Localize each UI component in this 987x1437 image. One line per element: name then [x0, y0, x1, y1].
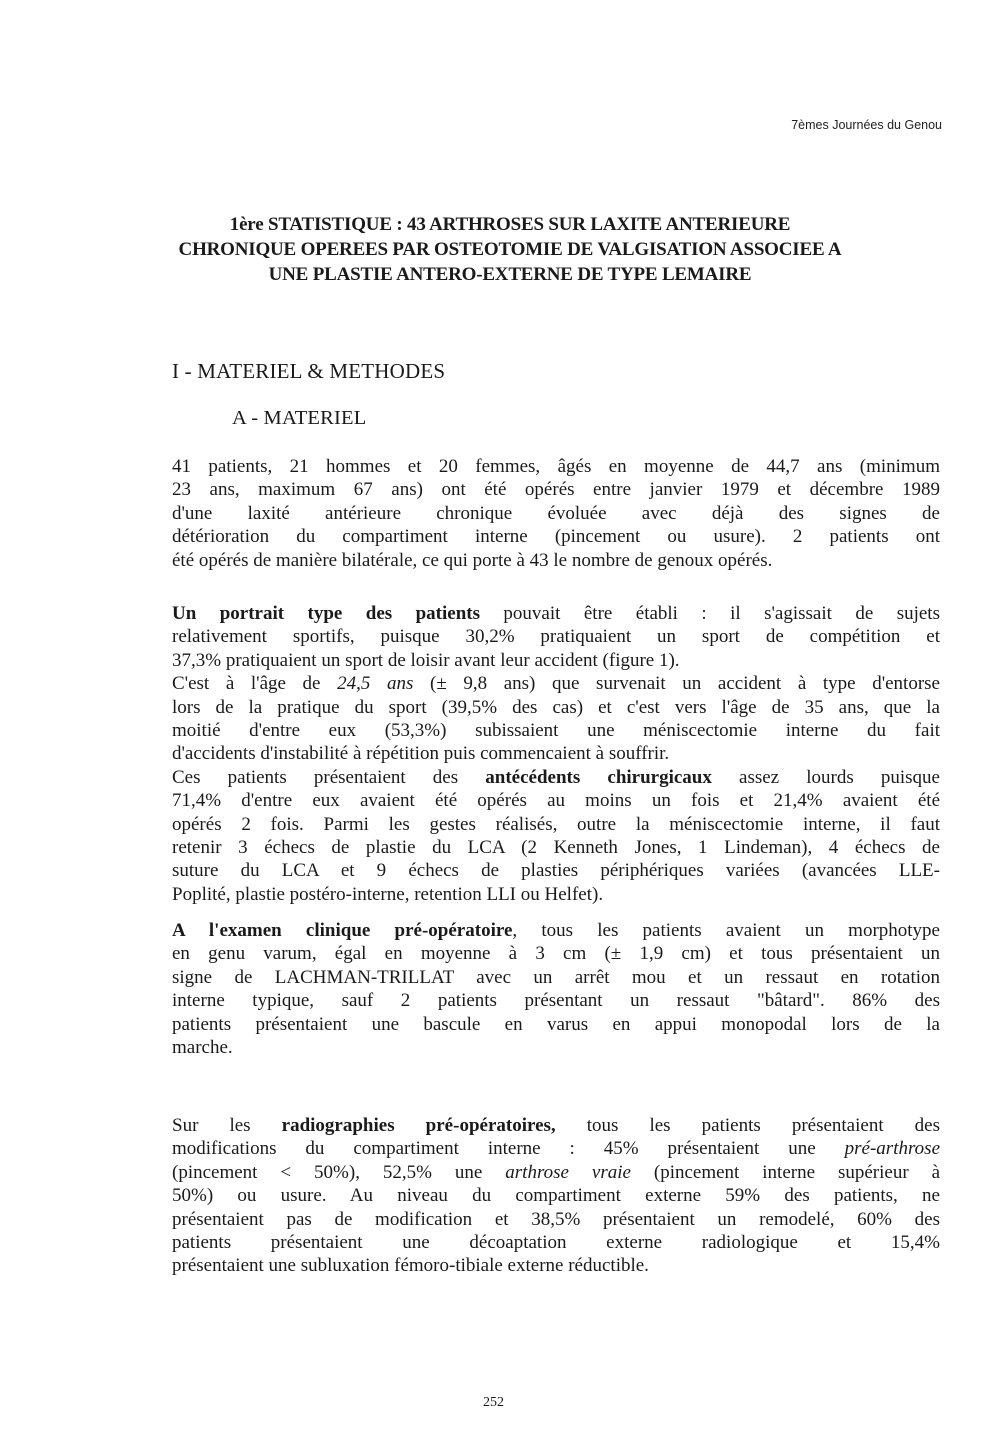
text-line: signe de LACHMAN-TRILLAT avec un arrêt mou et un ressaut en rotation — [172, 966, 940, 988]
text-line: été opérés de manière bilatérale, ce qui porte à 43 le nombre de genoux opérés. — [172, 549, 773, 571]
text-run: modifications du compartiment interne : 45% présentaient une — [172, 1138, 845, 1160]
text-line: patients présentaient une bascule en varus en appui monopodal lors de la — [172, 1013, 940, 1035]
title-line: UNE PLASTIE ANTERO-EXTERNE DE TYPE LEMAIRE — [268, 264, 752, 285]
text-line: lors de la pratique du sport (39,5% des cas) et c'est vers l'âge de 35 ans, que la — [172, 696, 940, 718]
text-run: Ces patients présentaient des — [172, 766, 486, 788]
section-heading: I - MATERIEL & METHODES — [172, 359, 446, 383]
text-run: pouvait être établi : il s'agissait de sujets — [480, 603, 940, 624]
text-run: assez lourds puisque — [711, 766, 940, 788]
text-line: relativement sportifs, puisque 30,2% pratiquaient un sport de compétition et — [172, 626, 940, 648]
text-line — [172, 1137, 940, 1160]
text-run: C'est à l'âge de — [172, 673, 338, 695]
text-run: (± 9,8 ans) que survenait un accident à type d'entorse — [413, 673, 940, 695]
text-line: interne typique, sauf 2 patients présentant un ressaut "bâtard". 86% des — [172, 990, 940, 1012]
bold-phrase: antécédents chirurgicaux — [485, 766, 712, 788]
text-run: Sur les — [172, 1115, 282, 1136]
italic-phrase: pré-arthrose — [844, 1138, 940, 1160]
text-line: d'une laxité antérieure chronique évoluée avec déjà des signes de — [172, 502, 940, 524]
text-line: 37,3% pratiquaient un sport de loisir avant leur accident (figure 1). — [172, 649, 680, 671]
text-line: 23 ans, maximum 67 ans) ont été opérés entre janvier 1979 et décembre 1989 — [172, 479, 940, 501]
text-line — [172, 602, 940, 625]
text-line: détérioration du compartiment interne (pincement ou usure). 2 patients ont — [172, 526, 940, 548]
text-line: présentaient une subluxation fémoro-tibiale externe réductible. — [172, 1255, 649, 1277]
text-run: tous les patients présentaient des — [555, 1115, 941, 1136]
text-line: Poplité, plastie postéro-interne, retention LLI ou Helfet). — [172, 883, 604, 905]
text-line — [172, 1114, 940, 1137]
bold-phrase: Un portrait type des patients — [172, 603, 480, 624]
page-number: 252 — [483, 1395, 504, 1410]
text-line: moitié d'entre eux (53,3%) subissaient une méniscectomie interne du fait — [172, 720, 940, 742]
text-line: opérés 2 fois. Parmi les gestes réalisés, outre la méniscectomie interne, il faut — [172, 813, 940, 835]
italic-phrase: 24,5 ans — [337, 673, 414, 695]
title-line: CHRONIQUE OPEREES PAR OSTEOTOMIE DE VALGISATION ASSOCIEE A — [178, 239, 842, 260]
text-line: 41 patients, 21 hommes et 20 femmes, âgés en moyenne de 44,7 ans (minimum — [172, 456, 940, 477]
bold-phrase: radiographies pré-opératoires, — [281, 1115, 556, 1136]
subsection-heading: A - MATERIEL — [232, 407, 367, 429]
title-line: 1ère STATISTIQUE : 43 ARTHROSES SUR LAXITE ANTERIEURE — [229, 214, 791, 235]
text-line: retenir 3 échecs de plastie du LCA (2 Kenneth Jones, 1 Lindeman), 4 échecs de — [172, 837, 940, 859]
text-line: suture du LCA et 9 échecs de plasties périphériques variées (avancées LLE- — [172, 860, 940, 882]
text-line: marche. — [172, 1037, 233, 1059]
text-run: (pincement < 50%), 52,5% une — [172, 1161, 506, 1183]
text-line — [172, 919, 940, 942]
text-run: , tous les patients avaient un morphotype — [512, 920, 940, 941]
paragraph-patients — [172, 455, 940, 572]
text-line: en genu varum, égal en moyenne à 3 cm (± 1,9 cm) et tous présentaient un — [172, 943, 940, 965]
paragraph-portrait — [172, 602, 940, 906]
article-title — [150, 212, 870, 287]
text-line: 71,4% d'entre eux avaient été opérés au moins un fois et 21,4% avaient été — [172, 790, 940, 812]
text-run: (pincement interne supérieur à — [630, 1161, 941, 1183]
text-line: présentaient pas de modification et 38,5% présentaient un remodelé, 60% des — [172, 1208, 940, 1230]
bold-phrase: A l'examen clinique pré-opératoire — [172, 920, 513, 941]
text-line: 50%) ou usure. Au niveau du compartiment externe 59% des patients, ne — [172, 1185, 940, 1207]
paragraph-radiographs — [172, 1114, 940, 1278]
text-line: d'accidents d'instabilité à répétition puis commencaient à souffrir. — [172, 743, 670, 765]
italic-phrase: arthrose vraie — [505, 1161, 631, 1183]
paragraph-clinical-exam — [172, 919, 940, 1059]
running-header: 7èmes Journées du Genou — [791, 118, 942, 132]
text-line — [172, 766, 940, 789]
text-line — [172, 1161, 940, 1184]
text-line: patients présentaient une décoaptation externe radiologique et 15,4% — [172, 1232, 940, 1254]
text-line — [172, 672, 940, 695]
